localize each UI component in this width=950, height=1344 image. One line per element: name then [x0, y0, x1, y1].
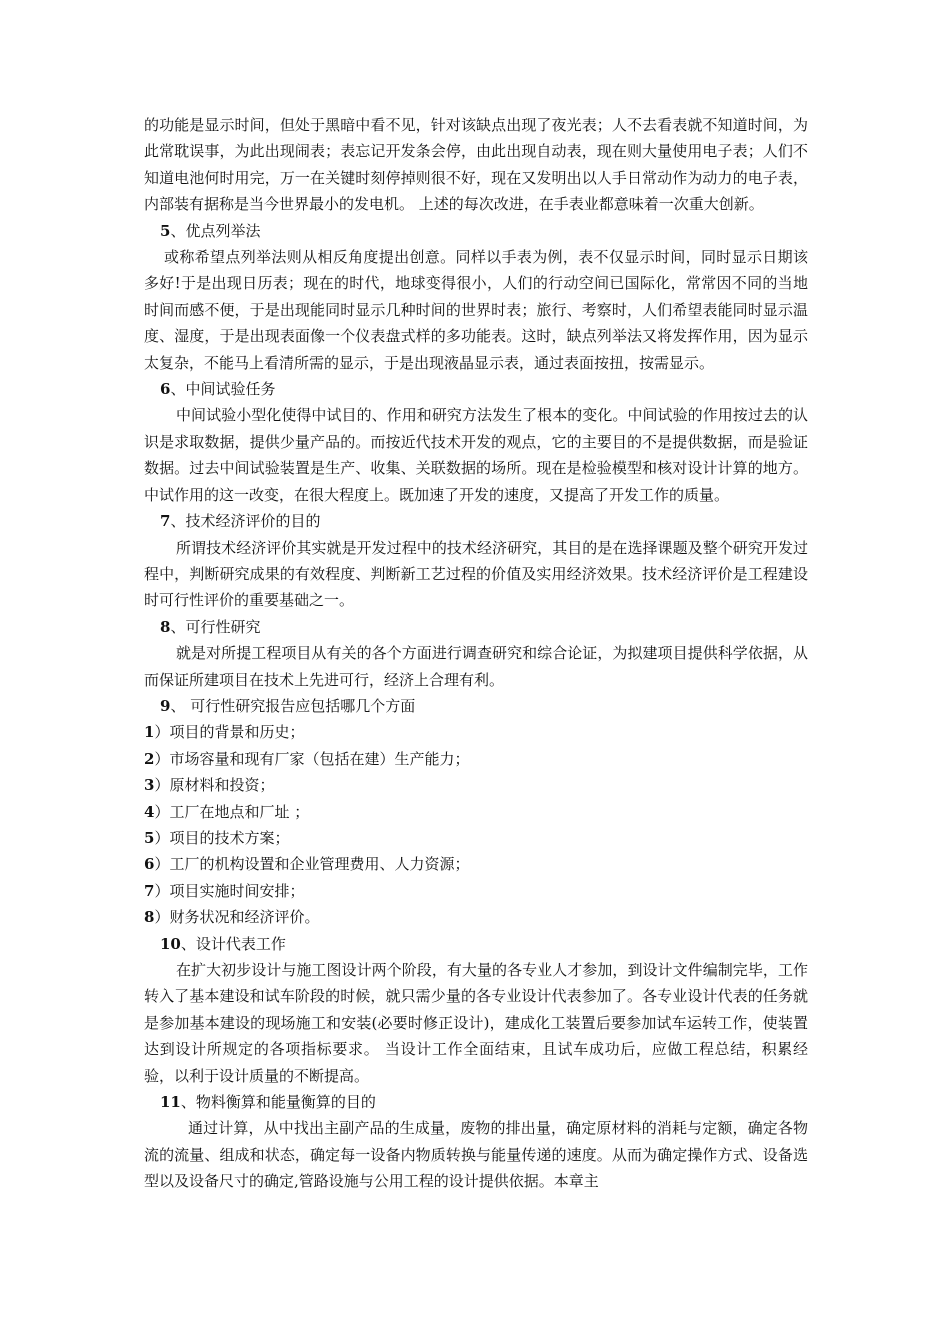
section-heading	[144, 614, 808, 640]
section-title: 、 可行性研究报告应包括哪几个方面	[170, 696, 416, 715]
section-number: 5	[160, 221, 171, 240]
document-body	[144, 112, 808, 1195]
list-item	[144, 825, 808, 851]
section-number: 10	[160, 934, 181, 953]
section-heading	[144, 376, 808, 402]
body-paragraph: 在扩大初步设计与施工图设计两个阶段，有大量的各专业人才参加，到设计文件编制完毕，工作转入了基本建设和试车阶段的时候，就只需少量的各专业设计代表参加了。各专业设计代表的任务就是参加基本建设的现场施工和安装(必要时修正设计)，建成化工装置后要参加试车运转工作，使装置达到设计所规定的各项指标要求。 当设计工作全面结束，且试车成功后，应做工程总结，积累经验，以利于设计质量的不断提高。	[144, 961, 808, 1085]
section-title: 、物料衡算和能量衡算的目的	[180, 1093, 376, 1112]
list-item-number: 6	[144, 855, 155, 874]
body-paragraph: 就是对所提工程项目从有关的各个方面进行调查研究和综合论证，为拟建项目提供科学依据，从而保证所建项目在技术上先进可行，经济上合理有利。	[144, 644, 808, 689]
list-item-number: 3	[144, 776, 155, 795]
list-item-text: ）工厂在地点和厂址 ；	[154, 802, 310, 821]
section-heading	[144, 218, 808, 244]
section-title: 、设计代表工作	[180, 934, 286, 953]
list-item-number: 7	[144, 881, 155, 900]
section-title: 、可行性研究	[170, 617, 261, 636]
list-item-text: ）工厂的机构设置和企业管理费用、人力资源；	[154, 855, 470, 874]
list-item	[144, 719, 808, 745]
list-item-text: ）原材料和投资；	[154, 776, 275, 795]
section-heading	[144, 693, 808, 719]
section-title: 、优点列举法	[170, 221, 261, 240]
section-number: 8	[160, 617, 171, 636]
section-number: 11	[160, 1093, 181, 1112]
list-item	[144, 904, 808, 930]
section-heading	[144, 931, 808, 957]
section-title: 、中间试验任务	[170, 380, 276, 399]
list-item-text: ）项目的技术方案；	[154, 828, 290, 847]
body-paragraph: 通过计算，从中找出主副产品的生成量，废物的排出量，确定原材料的消耗与定额，确定各物流的流量、组成和状态，确定每一设备内物质转换与能量传递的速度。从而为确定操作方式、设备选型以及设备尺寸的确定,管路设施与公用工程的设计提供依据。本章主	[144, 1119, 808, 1191]
section-number: 9	[160, 696, 171, 715]
list-item-number: 8	[144, 908, 155, 927]
list-item	[144, 799, 808, 825]
body-paragraph: 所谓技术经济评价其实就是开发过程中的技术经济研究，其目的是在选择课题及整个研究开发过程中，判断研究成果的有效程度、判断新工艺过程的价值及实用经济效果。技术经济评价是工程建设时可行性评价的重要基础之一。	[144, 538, 808, 610]
list-item	[144, 851, 808, 877]
list-item-number: 5	[144, 828, 155, 847]
section-heading	[144, 508, 808, 534]
section-number: 6	[160, 380, 171, 399]
list-item	[144, 878, 808, 904]
list-item	[144, 746, 808, 772]
list-item-number: 4	[144, 802, 155, 821]
section-heading	[144, 1089, 808, 1115]
body-paragraph: 中间试验小型化使得中试目的、作用和研究方法发生了根本的变化。中间试验的作用按过去的认识是求取数据，提供少量产品的。而按近代技术开发的观点，它的主要目的不是提供数据，而是验证数据。过去中间试验装置是生产、收集、关联数据的场所。现在是检验模型和核对设计计算的地方。中试作用的这一改变，在很大程度上。既加速了开发的速度，又提高了开发工作的质量。	[144, 406, 808, 504]
body-paragraph: 的功能是显示时间，但处于黑暗中看不见，针对该缺点出现了夜光表；人不去看表就不知道时间，为此常耽误事，为此出现闹表；表忘记开发条会停，由此出现自动表，现在则大量使用电子表；人们不知道电池何时用完，万一在关键时刻停掉则很不好，现在又发明出以人手日常动作为动力的电子表，内部装有据称是当今世界最小的发电机。 上述的每次改进，在手表业都意味着一次重大创新。	[144, 116, 808, 214]
list-item-text: ）项目实施时间安排；	[154, 881, 305, 900]
list-item-text: ）财务状况和经济评价。	[154, 908, 320, 927]
list-item	[144, 772, 808, 798]
section-title: 、技术经济评价的目的	[170, 512, 321, 531]
body-paragraph: 或称希望点列举法则从相反角度提出创意。同样以手表为例，表不仅显示时间，同时显示日期该多好!于是出现日历表；现在的时代，地球变得很小，人们的行动空间已国际化，常常因不同的当地时间而感不便，于是出现能同时显示几种时间的世界时表；旅行、考察时，人们希望表能同时显示温度、湿度，于是出现表面像一个仪表盘式样的多功能表。这时，缺点列举法又将发挥作用，因为显示太复杂，不能马上看清所需的显示，于是出现液晶显示表，通过表面按扭，按需显示。	[144, 248, 808, 372]
list-item-text: ）市场容量和现有厂家（包括在建）生产能力；	[154, 749, 470, 768]
list-item-text: ）项目的背景和历史；	[154, 723, 305, 742]
list-item-number: 1	[144, 723, 155, 742]
section-number: 7	[160, 512, 171, 531]
list-item-number: 2	[144, 749, 155, 768]
